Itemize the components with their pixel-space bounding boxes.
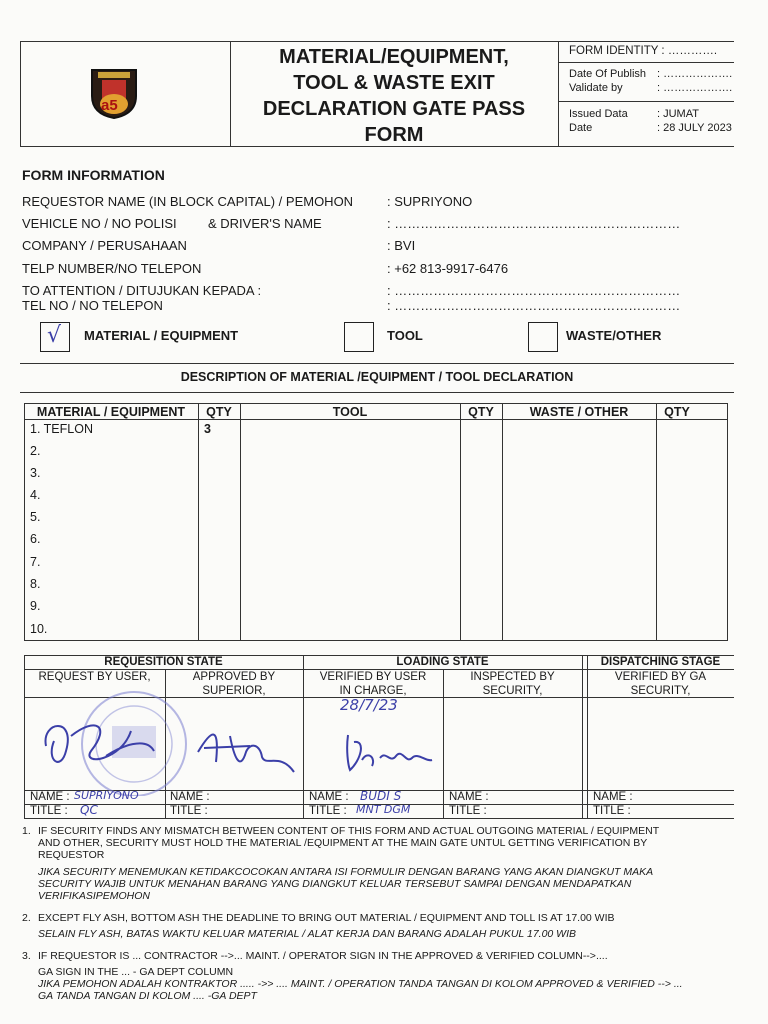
approved-line-2: SUPERIOR,: [202, 685, 266, 697]
tool-checkbox[interactable]: [344, 322, 374, 352]
verified-ga-line-2: SECURITY,: [630, 685, 691, 697]
note-2-en: EXCEPT FLY ASH, BOTTOM ASH THE DEADLINE TO BRING OUT MATERIAL / EQUIPMENT AND TOLL IS AT 17.00 WIB: [38, 912, 615, 924]
approver-title-label: TITLE :: [170, 805, 208, 817]
note-1-id-line: JIKA SECURITY MENEMUKAN KETIDAKCOCOKAN ANTARA ISI FORMULIR DENGAN BARANG YANG AKAN DIANGKUT MAKA: [38, 866, 654, 878]
table-row: 9.: [30, 599, 41, 613]
header-divider-1: [230, 41, 231, 147]
validate-by-value: : ……………….: [657, 82, 733, 94]
note-1-number: 1.: [22, 825, 31, 837]
dispatching-stage-header: DISPATCHING STAGE: [600, 656, 721, 668]
table-col-line: [502, 403, 503, 641]
declaration-heading: DESCRIPTION OF MATERIAL /EQUIPMENT / TOOL DECLARATION: [180, 370, 574, 384]
approver-name-label: NAME :: [170, 791, 210, 803]
date-value: : 28 JULY 2023: [657, 122, 732, 134]
table-cell-qty: 3: [204, 422, 211, 436]
tool-checkbox-label: TOOL: [387, 328, 423, 343]
requestor-value: : SUPRIYONO: [387, 194, 473, 209]
issued-data-value: : JUMAT: [657, 108, 699, 120]
table-row: 2.: [30, 444, 41, 458]
table-col-line: [24, 403, 25, 641]
approved-line-1: APPROVED BY: [192, 671, 276, 683]
table-header-border: [24, 419, 727, 420]
vehicle-label: VEHICLE NO / NO POLISI: [22, 216, 177, 231]
inspected-line-1: INSPECTED BY: [470, 671, 555, 683]
waste-checkbox[interactable]: [528, 322, 558, 352]
note-2-number: 2.: [22, 912, 31, 924]
inspector-name-label: NAME :: [449, 791, 489, 803]
date-of-publish-value: : ……………….: [657, 68, 733, 80]
verification-date: 28/7/23: [340, 696, 398, 714]
verified-by-ga-label: [587, 670, 734, 698]
verified-line-1: VERIFIED BY USER: [319, 671, 427, 683]
table-row: 10.: [30, 622, 48, 636]
form-identity: FORM IDENTITY : ………….: [569, 45, 718, 57]
title-line-3: DECLARATION GATE PASS: [262, 98, 526, 120]
company-label: COMPANY / PERUSAHAAN: [22, 238, 187, 253]
table-row: 6.: [30, 532, 41, 546]
req-name-label: NAME :: [30, 791, 70, 803]
req-title-label: TITLE :: [30, 805, 68, 817]
inspected-line-2: SECURITY,: [482, 685, 543, 697]
table-row: 7.: [30, 555, 41, 569]
table-row: 1. TEFLON: [30, 422, 93, 436]
verifier-title-label: TITLE :: [309, 805, 347, 817]
table-top-border: [24, 403, 727, 404]
date-label: Date: [569, 122, 593, 134]
header-meta-line-2: [558, 101, 734, 102]
table-col-line: [656, 403, 657, 641]
table-col-line: [727, 403, 728, 641]
note-1-id-line: VERIFIKASIPEMOHON: [38, 890, 151, 902]
title-line-1: MATERIAL/EQUIPMENT,: [279, 46, 509, 68]
verifier-name-label: NAME :: [309, 791, 349, 803]
waste-checkbox-label: WASTE/OTHER: [566, 328, 662, 343]
inspected-by-security-label: [443, 670, 582, 698]
requisition-state-header: REQUESITION STATE: [104, 656, 223, 668]
header-top-line: [20, 41, 734, 42]
declaration-bottom-line: [20, 392, 734, 393]
col-header-qty: QTY: [468, 405, 494, 419]
ga-title-label: TITLE :: [593, 805, 631, 817]
verified-by-user-label: [303, 670, 443, 698]
col-header-material: MATERIAL / EQUIPMENT: [36, 405, 186, 419]
telno-value: : …………………………………………………………: [387, 298, 681, 313]
note-3-number: 3.: [22, 950, 31, 962]
note-1-en-line: IF SECURITY FINDS ANY MISMATCH BETWEEN CONTENT OF THIS FORM AND ACTUAL OUTGOING MATERIAL / EQUIPMENT: [38, 825, 660, 837]
note-1-en-line: AND OTHER, SECURITY MUST HOLD THE MATERIAL /EQUIPMENT AT THE MAIN GATE UNTUL GETTING VERIFICATION BY: [38, 837, 648, 849]
note-1-id-line: SECURITY WAJIB UNTUK MENAHAN BARANG YANG DIANGKUT KELUAR TERSEBUT SAMPAI DENGAN MENDAPATKAN: [38, 878, 632, 890]
header-left-line: [20, 41, 21, 147]
telp-label: TELP NUMBER/NO TELEPON: [22, 261, 202, 276]
table-row: 5.: [30, 510, 41, 524]
note-1-en-line: REQUESTOR: [38, 849, 105, 861]
req-title-value: QC: [80, 803, 98, 817]
verifier-name-value: BUDI S: [360, 789, 402, 803]
telno-label: TEL NO / NO TELEPON: [22, 298, 163, 313]
issued-data-label: Issued Data: [569, 108, 628, 120]
vehicle-value: : …………………………………………………………: [387, 216, 681, 231]
header-meta-line-1: [558, 62, 734, 63]
table-row: 4.: [30, 488, 41, 502]
check-mark: √: [47, 323, 62, 348]
loading-state-header: LOADING STATE: [396, 656, 489, 668]
req-name-value: SUPRIYONO: [74, 789, 139, 802]
validate-by-label: Validate by: [569, 82, 623, 94]
sig-col-line: [582, 655, 583, 819]
col-header-waste: WASTE / OTHER: [529, 405, 629, 419]
date-of-publish-label: Date Of Publish: [569, 68, 647, 80]
logo-text: a5: [101, 97, 118, 114]
note-3-en-line: IF REQUESTOR IS ... CONTRACTOR -->... MAINT. / OPERATOR SIGN IN THE APPROVED & VERIFIED COLUMN-->....: [38, 950, 608, 962]
verified-line-2: IN CHARGE,: [339, 685, 407, 697]
table-bottom-border: [24, 640, 727, 641]
declaration-top-line: [20, 363, 734, 364]
title-line-2: TOOL & WASTE EXIT: [293, 72, 495, 94]
inspector-title-label: TITLE :: [449, 805, 487, 817]
table-col-line: [240, 403, 241, 641]
attention-label: TO ATTENTION / DITUJUKAN KEPADA :: [22, 283, 262, 298]
verifier-title-value: MNT DGM: [356, 803, 411, 816]
driver-label: & DRIVER'S NAME: [208, 216, 322, 231]
table-col-line: [460, 403, 461, 641]
attention-value: : …………………………………………………………: [387, 283, 681, 298]
material-checkbox[interactable]: [40, 322, 70, 352]
note-3-id-line: JIKA PEMOHON ADALAH KONTRAKTOR ..... ->> .... MAINT. / OPERATION TANDA TANGAN DI KOLOM APPROVED & VERIFIED --> ...: [38, 978, 683, 990]
company-value: : BVI: [387, 238, 416, 253]
requestor-label: REQUESTOR NAME (IN BLOCK CAPITAL) / PEMOHON: [22, 194, 354, 209]
header-divider-2: [558, 41, 559, 147]
request-by-user-label: REQUEST BY USER,: [38, 671, 151, 683]
table-row: 3.: [30, 466, 41, 480]
verifier-signature: [336, 720, 436, 780]
title-line-4: FORM: [364, 124, 424, 146]
form-title: [232, 44, 556, 148]
requestor-signature: [36, 706, 162, 786]
col-header-qty: QTY: [206, 405, 232, 419]
table-row: 8.: [30, 577, 41, 591]
col-header-tool: TOOL: [332, 405, 368, 419]
sig-line: [24, 818, 734, 819]
form-info-heading: FORM INFORMATION: [22, 167, 165, 183]
col-header-qty: QTY: [664, 405, 690, 419]
material-checkbox-label: MATERIAL / EQUIPMENT: [84, 328, 239, 343]
telp-value: : +62 813-9917-6476: [387, 261, 509, 276]
note-3-id-line: GA TANDA TANGAN DI KOLOM .... -GA DEPT: [38, 990, 257, 1002]
note-2-id: SELAIN FLY ASH, BATAS WAKTU KELUAR MATERIAL / ALAT KERJA DAN BARANG ADALAH PUKUL 17.00 WIB: [38, 928, 577, 940]
note-3-en-line: GA SIGN IN THE ... - GA DEPT COLUMN: [38, 966, 234, 978]
verified-ga-line-1: VERIFIED BY GA: [614, 671, 707, 683]
superior-signature: [190, 712, 302, 784]
table-col-line: [198, 403, 199, 641]
ga-name-label: NAME :: [593, 791, 633, 803]
